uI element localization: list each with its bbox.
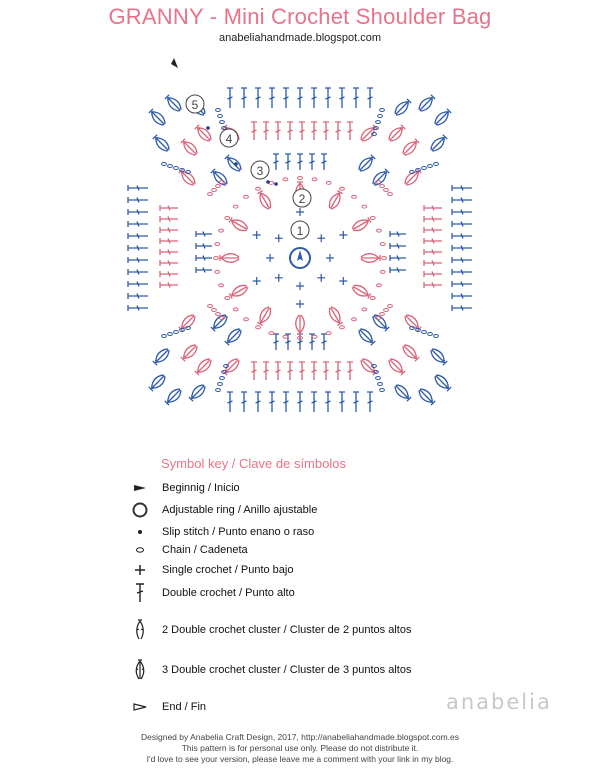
double-crochet-stitch xyxy=(128,233,148,239)
chain-stitch xyxy=(225,297,230,300)
cluster-stitch xyxy=(224,327,243,346)
chain-stitch xyxy=(162,335,167,338)
double-crochet-stitch xyxy=(128,209,148,215)
chain-stitch xyxy=(256,326,261,329)
double-crochet-stitch xyxy=(390,267,406,273)
cluster-stitch xyxy=(148,108,167,127)
round-label-4 xyxy=(220,129,238,147)
svg-text:3: 3 xyxy=(256,164,264,178)
chain-stitch xyxy=(216,389,221,392)
cluster-stitch xyxy=(164,387,183,406)
slip-stitch xyxy=(206,126,210,130)
cluster-stitch xyxy=(429,347,448,366)
cluster-stitch xyxy=(401,138,420,157)
chain-stitch xyxy=(326,332,331,335)
cluster-stitch xyxy=(152,347,171,366)
cluster-stitch xyxy=(417,387,436,406)
double-crochet-stitch xyxy=(255,88,261,108)
key-row-2dc-cluster xyxy=(128,620,411,640)
single-crochet-stitch xyxy=(339,277,347,285)
double-crochet-stitch xyxy=(160,238,178,244)
cluster-stitch xyxy=(256,190,273,211)
single-crochet-stitch xyxy=(275,234,283,242)
key-label: 3 Double crochet cluster / Cluster de 3 puntos altos xyxy=(162,664,412,676)
chain-stitch xyxy=(378,115,383,118)
double-crochet-stitch xyxy=(227,88,233,108)
double-crochet-stitch xyxy=(339,88,345,108)
chain-stitch xyxy=(212,309,217,312)
chain-stitch xyxy=(388,305,393,308)
chain-stitch xyxy=(380,109,385,112)
double-crochet-stitch xyxy=(128,197,148,203)
cluster-stitch xyxy=(194,357,213,376)
chain-stitch xyxy=(326,181,331,184)
round-label-2 xyxy=(293,189,311,207)
double-crochet-stitch xyxy=(325,392,331,412)
double-crochet-stitch xyxy=(452,221,472,227)
chain-stitch xyxy=(312,178,317,181)
chain-stitch xyxy=(219,229,224,232)
cluster-stitch xyxy=(164,94,183,113)
double-crochet-stitch xyxy=(452,233,472,239)
chain-stitch xyxy=(225,217,230,220)
chain-stitch xyxy=(378,383,383,386)
single-crochet-stitch xyxy=(296,208,304,216)
chain-stitch xyxy=(428,333,433,336)
chain-stitch xyxy=(256,187,261,190)
page-title: GRANNY - Mini Crochet Shoulder Bag xyxy=(108,4,492,29)
chain-stitch xyxy=(422,167,427,170)
chain-stitch xyxy=(219,284,224,287)
double-crochet-stitch xyxy=(311,362,317,380)
chain-stitch xyxy=(233,308,238,311)
svg-text:4: 4 xyxy=(225,132,233,146)
double-crochet-stitch xyxy=(299,362,305,380)
double-crochet-stitch xyxy=(424,271,442,277)
chain-stitch xyxy=(220,377,225,380)
double-crochet-stitch xyxy=(367,392,373,412)
start-arrow xyxy=(171,58,178,68)
double-crochet-stitch xyxy=(128,185,148,191)
chain-stitch xyxy=(352,318,357,321)
chain-stitch xyxy=(174,331,179,334)
double-crochet-stitch xyxy=(452,293,472,299)
double-crochet-stitch xyxy=(241,88,247,108)
chain-stitch xyxy=(215,243,220,246)
symbol-key-title: Symbol key / Clave de símbolos xyxy=(161,456,346,471)
chain-stitch xyxy=(312,335,317,338)
chain-stitch xyxy=(434,163,439,166)
brand-logo: anabelia xyxy=(446,690,552,714)
double-crochet-stitch xyxy=(287,122,293,140)
chain-stitch xyxy=(168,333,173,336)
cluster-stitch xyxy=(296,315,305,334)
double-crochet-stitch xyxy=(452,257,472,263)
double-crochet-stitch xyxy=(128,281,148,287)
chain-stitch xyxy=(362,308,367,311)
double-crochet-stitch xyxy=(339,392,345,412)
double-crochet-stitch xyxy=(160,282,178,288)
chain-stitch xyxy=(208,305,213,308)
double-crochet-stitch xyxy=(311,122,317,140)
cluster-stitch xyxy=(357,327,376,346)
chain-stitch xyxy=(380,313,385,316)
double-crochet-stitch xyxy=(273,154,279,170)
chain-stitch xyxy=(283,335,288,338)
chain-stitch xyxy=(214,257,219,260)
slip-stitch-icon xyxy=(128,522,152,542)
double-crochet-stitch xyxy=(275,122,281,140)
double-crochet-stitch xyxy=(269,392,275,412)
double-crochet-stitch xyxy=(323,362,329,380)
double-crochet-stitch xyxy=(283,88,289,108)
double-crochet-stitch xyxy=(452,269,472,275)
chain-stitch xyxy=(362,205,367,208)
double-crochet-stitch xyxy=(297,88,303,108)
double-crochet-stitch xyxy=(196,231,212,237)
cluster-stitch xyxy=(429,134,448,153)
double-crochet-stitch xyxy=(196,267,212,273)
chain-stitch xyxy=(377,229,382,232)
double-crochet-stitch xyxy=(128,257,148,263)
svg-text:2: 2 xyxy=(298,192,306,206)
cluster-stitch xyxy=(433,108,452,127)
chain-stitch xyxy=(218,383,223,386)
key-label: Beginnig / Inicio xyxy=(162,482,240,494)
double-crochet-stitch xyxy=(321,334,327,350)
key-row-end xyxy=(128,697,206,717)
chain-stitch xyxy=(422,331,427,334)
chain-stitch xyxy=(216,109,221,112)
double-crochet-stitch xyxy=(424,205,442,211)
cluster-stitch xyxy=(194,124,213,143)
footer-request: I'd love to see your version, please leave me a comment with your link in my blog. xyxy=(146,754,454,764)
double-crochet-stitch xyxy=(251,362,257,380)
double-crochet-stitch xyxy=(452,185,472,191)
double-crochet-stitch xyxy=(424,216,442,222)
single-crochet-stitch xyxy=(266,254,274,262)
round-label-1 xyxy=(291,221,309,239)
double-crochet-stitch xyxy=(283,392,289,412)
key-label: Double crochet / Punto alto xyxy=(162,587,295,599)
double-crochet-stitch xyxy=(424,227,442,233)
cluster-stitch xyxy=(357,154,376,173)
chain-stitch xyxy=(376,121,381,124)
center-ring xyxy=(290,248,310,268)
chain-stitch xyxy=(380,243,385,246)
double-crochet-stitch xyxy=(160,249,178,255)
round-label-5 xyxy=(186,95,204,113)
cluster-stitch xyxy=(188,383,207,402)
slip-stitch xyxy=(274,182,278,186)
chain-stitch xyxy=(380,270,385,273)
double-crochet-stitch xyxy=(452,209,472,215)
key-row-chain xyxy=(128,540,248,560)
chain-stitch xyxy=(233,205,238,208)
footer-credit: Designed by Anabelia Craft Design, 2017, http://anabeliahandmade.blogspot.com.es xyxy=(140,732,459,742)
double-crochet-stitch xyxy=(452,245,472,251)
double-crochet-stitch xyxy=(311,392,317,412)
double-crochet-stitch xyxy=(160,271,178,277)
chain-stitch xyxy=(382,257,387,260)
double-crochet-stitch xyxy=(309,154,315,170)
cluster-stitch xyxy=(180,343,199,362)
cluster-stitch xyxy=(229,216,250,233)
chain-stitch xyxy=(244,318,249,321)
chain-stitch xyxy=(377,284,382,287)
chain-icon xyxy=(128,540,152,560)
double-crochet-stitch xyxy=(335,122,341,140)
double-crochet-stitch xyxy=(297,154,303,170)
chain-stitch xyxy=(388,193,393,196)
cluster-stitch xyxy=(180,138,199,157)
double-crochet-stitch xyxy=(287,362,293,380)
double-crochet-stitch xyxy=(452,281,472,287)
cluster-stitch xyxy=(224,154,243,173)
key-label: End / Fin xyxy=(162,701,207,713)
chain-stitch xyxy=(216,313,221,316)
single-crochet-stitch xyxy=(296,282,304,290)
double-crochet-stitch xyxy=(390,231,406,237)
cluster-stitch xyxy=(351,283,372,300)
double-crochet-stitch xyxy=(160,227,178,233)
key-label: Slip stitch / Punto enano o raso xyxy=(162,526,315,538)
double-crochet-stitch xyxy=(160,205,178,211)
chain-stitch xyxy=(428,165,433,168)
double-crochet-stitch xyxy=(263,122,269,140)
chain-stitch xyxy=(340,326,345,329)
chain-stitch xyxy=(168,165,173,168)
key-label: 2 Double crochet cluster / Cluster de 2 puntos altos xyxy=(162,624,412,636)
chain-stitch xyxy=(434,335,439,338)
double-crochet-stitch xyxy=(390,255,406,261)
double-crochet-stitch xyxy=(227,392,233,412)
double-crochet-stitch xyxy=(128,293,148,299)
key-label: Chain / Cadeneta xyxy=(162,544,248,556)
chain-stitch xyxy=(380,389,385,392)
key-label: Single crochet / Punto bajo xyxy=(162,564,294,576)
chain-stitch xyxy=(216,185,221,188)
double-crochet-stitch xyxy=(269,88,275,108)
double-crochet-stitch xyxy=(424,260,442,266)
cluster-stitch xyxy=(393,383,412,402)
double-crochet-stitch xyxy=(160,260,178,266)
chain-stitch xyxy=(352,195,357,198)
double-crochet-stitch xyxy=(128,245,148,251)
cluster-stitch xyxy=(256,305,273,326)
double-crochet-stitch xyxy=(390,243,406,249)
double-crochet-stitch xyxy=(285,154,291,170)
cluster-stitch xyxy=(351,216,372,233)
double-crochet-stitch xyxy=(424,282,442,288)
double-crochet-stitch xyxy=(424,249,442,255)
single-crochet-stitch xyxy=(326,254,334,262)
double-crochet-stitch xyxy=(241,392,247,412)
double-crochet-stitch xyxy=(255,392,261,412)
double-crochet-stitch xyxy=(353,88,359,108)
double-crochet-stitch xyxy=(323,122,329,140)
chain-stitch xyxy=(376,377,381,380)
double-crochet-stitch xyxy=(367,88,373,108)
cluster-stitch xyxy=(433,373,452,392)
cluster-stitch xyxy=(417,94,436,113)
chain-stitch xyxy=(384,309,389,312)
chain-stitch xyxy=(298,177,303,180)
double-crochet-stitch xyxy=(273,334,279,350)
chain-stitch xyxy=(215,270,220,273)
double-crochet-stitch xyxy=(335,362,341,380)
double-crochet-stitch xyxy=(311,88,317,108)
key-row-single-crochet xyxy=(128,560,293,580)
double-crochet-stitch xyxy=(299,122,305,140)
double-crochet-stitch xyxy=(196,243,212,249)
double-crochet-stitch xyxy=(128,269,148,275)
cluster-stitch xyxy=(152,134,171,153)
chain-stitch xyxy=(208,193,213,196)
cluster-stitch xyxy=(393,98,412,117)
cluster-stitch xyxy=(361,254,380,263)
round-label-3 xyxy=(251,161,269,179)
chain-stitch xyxy=(384,189,389,192)
double-crochet-stitch xyxy=(275,362,281,380)
double-crochet-stitch xyxy=(325,88,331,108)
double-crochet-stitch xyxy=(452,197,472,203)
double-crochet-stitch xyxy=(128,221,148,227)
two-dc-cluster-icon xyxy=(128,620,152,640)
cluster-stitch xyxy=(220,254,239,263)
three-dc-cluster-icon xyxy=(128,660,152,680)
chain-stitch xyxy=(212,189,217,192)
double-crochet-icon xyxy=(128,583,152,603)
blog-url: anabeliahandmade.blogspot.com xyxy=(218,32,382,44)
single-crochet-stitch xyxy=(296,300,304,308)
single-crochet-stitch xyxy=(339,231,347,239)
single-crochet-stitch xyxy=(275,274,283,282)
double-crochet-stitch xyxy=(321,154,327,170)
single-crochet-stitch xyxy=(253,277,261,285)
chain-stitch xyxy=(370,217,375,220)
slip-stitch xyxy=(234,162,238,166)
slip-stitch xyxy=(266,180,270,184)
single-crochet-stitch xyxy=(317,274,325,282)
cluster-stitch xyxy=(327,305,344,326)
key-row-beginning xyxy=(128,478,240,498)
svg-text:5: 5 xyxy=(191,98,199,112)
key-label: Adjustable ring / Anillo ajustable xyxy=(162,504,318,516)
svg-text:1: 1 xyxy=(296,224,304,238)
cluster-stitch xyxy=(148,373,167,392)
chain-stitch xyxy=(269,332,274,335)
chain-stitch xyxy=(174,167,179,170)
cluster-stitch xyxy=(401,343,420,362)
double-crochet-stitch xyxy=(347,362,353,380)
beginning-arrow-icon xyxy=(128,478,152,498)
adjustable-ring-icon xyxy=(128,500,152,520)
chain-stitch xyxy=(220,121,225,124)
single-crochet-stitch xyxy=(253,231,261,239)
cluster-stitch xyxy=(327,190,344,211)
chain-stitch xyxy=(218,115,223,118)
cluster-stitch xyxy=(229,283,250,300)
chain-stitch xyxy=(370,297,375,300)
double-crochet-stitch xyxy=(128,305,148,311)
crochet-chart xyxy=(118,58,482,438)
key-row-adjustable-ring xyxy=(128,500,317,520)
double-crochet-stitch xyxy=(196,255,212,261)
key-row-double-crochet xyxy=(128,583,295,603)
single-crochet-stitch xyxy=(317,234,325,242)
key-row-3dc-cluster xyxy=(128,660,411,680)
end-arrow-icon xyxy=(128,697,152,717)
cluster-stitch xyxy=(387,357,406,376)
cluster-stitch xyxy=(387,124,406,143)
chain-stitch xyxy=(244,195,249,198)
double-crochet-stitch xyxy=(297,392,303,412)
chain-stitch xyxy=(283,178,288,181)
double-crochet-stitch xyxy=(160,216,178,222)
chain-stitch xyxy=(340,187,345,190)
double-crochet-stitch xyxy=(251,122,257,140)
double-crochet-stitch xyxy=(347,122,353,140)
double-crochet-stitch xyxy=(263,362,269,380)
double-crochet-stitch xyxy=(424,238,442,244)
single-crochet-icon xyxy=(128,560,152,580)
double-crochet-stitch xyxy=(353,392,359,412)
chain-stitch xyxy=(162,163,167,166)
chain-stitch xyxy=(380,185,385,188)
double-crochet-stitch xyxy=(452,305,472,311)
footer-license: This pattern is for personal use only. Please do not distribute it. xyxy=(181,743,419,753)
key-row-slip-stitch xyxy=(128,522,314,542)
